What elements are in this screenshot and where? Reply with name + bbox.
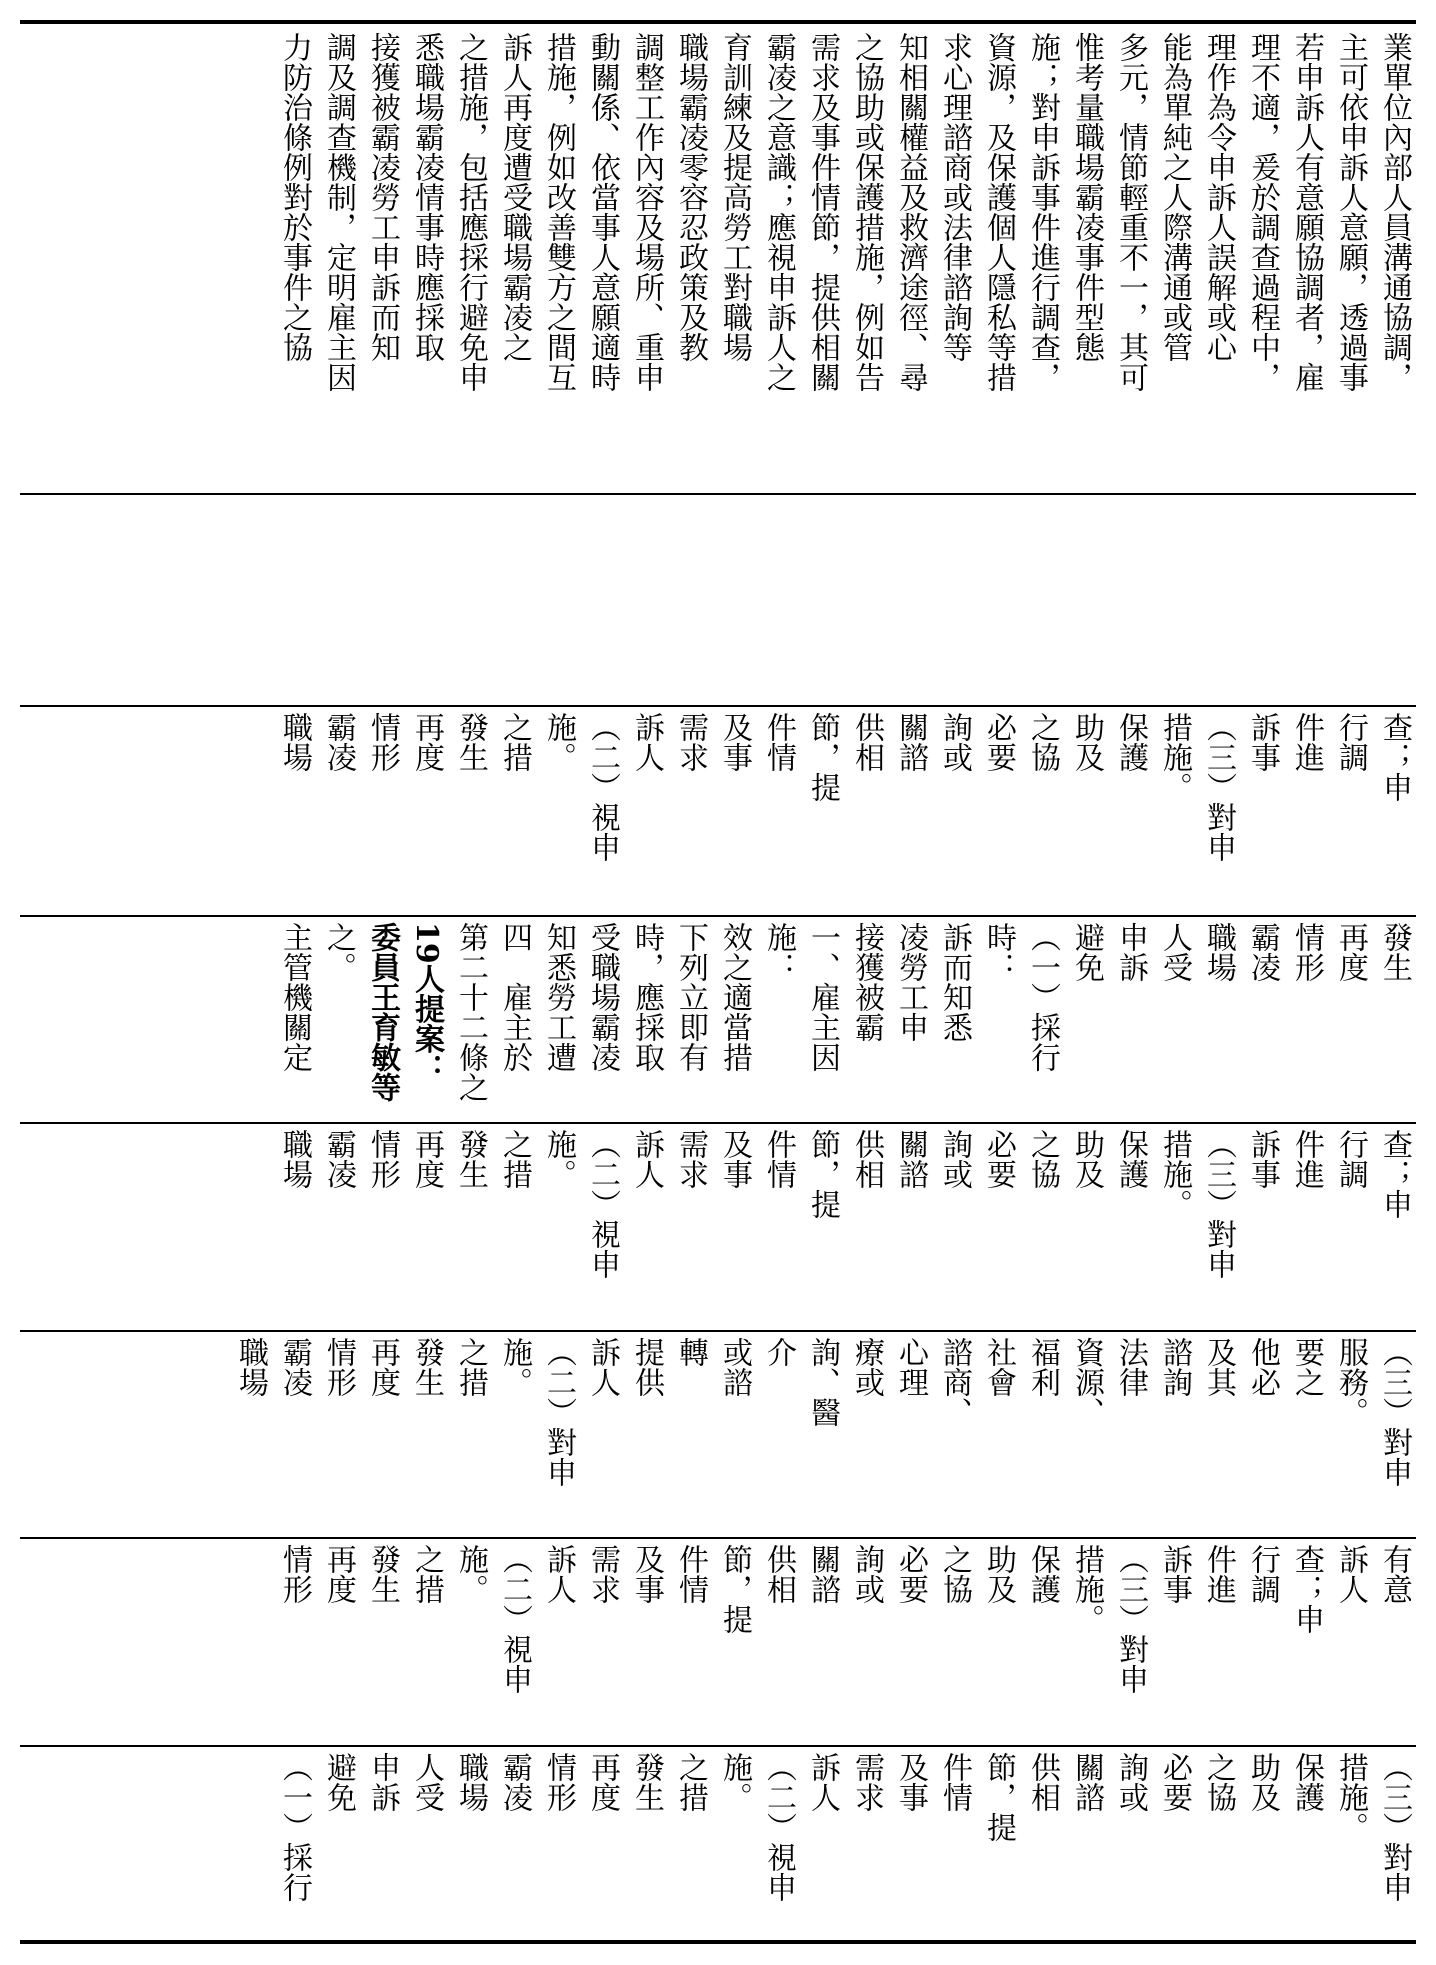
section-5-text xyxy=(20,1337,1416,1533)
section-line: 件情 xyxy=(761,1129,796,1189)
section-line: 訴而知悉 xyxy=(937,922,972,1042)
bottom-border xyxy=(20,1940,1416,1944)
section-line: 必要 xyxy=(893,1544,928,1604)
section-line: 一、雇主因 xyxy=(805,922,840,1072)
row-divider-3 xyxy=(20,915,1416,917)
section-line: 供相 xyxy=(1025,1752,1060,1812)
section-line: 需求 xyxy=(849,1752,884,1812)
section-line: 件進 xyxy=(1289,712,1324,772)
section-line: 福利 xyxy=(1025,1337,1060,1397)
section-line: 知相關權益及救濟途徑、尋 xyxy=(893,32,928,392)
section-line: 詢或 xyxy=(937,1129,972,1189)
section-line: 訴人 xyxy=(629,712,664,772)
section-line: 諮商、 xyxy=(937,1337,972,1427)
section-line: 發生 xyxy=(629,1752,664,1812)
section-line: 理不適，爰於調查過程中， xyxy=(1245,32,1280,392)
section-line: 求心理諮商或法律諮詢等 xyxy=(937,32,972,362)
section-line: 四 雇主於 xyxy=(497,922,532,1072)
section-line: 措施。 xyxy=(1157,712,1192,802)
section-line: 及事 xyxy=(629,1544,664,1604)
section-line: 若申訴人有意願協調者，雇 xyxy=(1289,32,1324,392)
section-line: 接獲被霸凌勞工申訴而知 xyxy=(365,32,400,362)
section-line: （一）採行 xyxy=(1025,922,1060,1072)
section-line: 職場 xyxy=(1201,922,1236,982)
section-line: 關諮 xyxy=(893,712,928,772)
row-divider-5 xyxy=(20,1330,1416,1332)
section-line: 節，提 xyxy=(805,712,840,802)
section-line: 助及 xyxy=(1245,1752,1280,1812)
section-3-text xyxy=(20,922,1416,1118)
section-line: 行調 xyxy=(1333,712,1368,772)
section-line: 助及 xyxy=(1069,1129,1104,1189)
section-7-text xyxy=(20,1752,1416,1935)
section-line: 業單位內部人員溝通協調， xyxy=(1377,32,1412,392)
section-line: 接獲被霸 xyxy=(849,922,884,1042)
section-line: 關諮 xyxy=(893,1129,928,1189)
section-line: 行調 xyxy=(1245,1544,1280,1604)
section-line: 凌勞工申 xyxy=(893,922,928,1042)
section-line: 行調 xyxy=(1333,1129,1368,1189)
section-line: 節，提 xyxy=(805,1129,840,1219)
section-line: 要之 xyxy=(1289,1337,1324,1397)
section-line: 發生 xyxy=(409,1337,444,1397)
section-line: 節，提 xyxy=(717,1544,752,1634)
row-divider-4 xyxy=(20,1122,1416,1124)
section-line: （三）對申 xyxy=(1201,1129,1236,1279)
section-line: 霸凌 xyxy=(497,1752,532,1812)
section-line: 訴人 xyxy=(1333,1544,1368,1604)
section-line: 之協助或保護措施，例如告 xyxy=(849,32,884,392)
section-line: 查；申 xyxy=(1377,712,1412,802)
section-line: 件情 xyxy=(937,1752,972,1812)
section-line: 保護 xyxy=(1113,1129,1148,1189)
section-line: 資源、 xyxy=(1069,1337,1104,1427)
section-line: （二）視申 xyxy=(585,1129,620,1279)
section-line: （二）視申 xyxy=(761,1752,796,1902)
section-line: 霸凌 xyxy=(321,1129,356,1189)
section-line: 施： xyxy=(761,922,796,982)
section-line: 育訓練及提高勞工對職場 xyxy=(717,32,752,362)
section-line: 之措施，包括應採行避免申 xyxy=(453,32,488,392)
section-line: 多元，情節輕重不一，其可 xyxy=(1113,32,1148,392)
section-line: （一）採行 xyxy=(277,1752,312,1902)
section-line: 措施。 xyxy=(1157,1129,1192,1219)
section-line: 情形 xyxy=(1289,922,1324,982)
section-line: 之。 xyxy=(321,922,356,982)
section-line: 情形 xyxy=(277,1544,312,1604)
section-line: 再度 xyxy=(321,1544,356,1604)
section-line: 需求及事件情節，提供相關 xyxy=(805,32,840,392)
section-line: （二）視申 xyxy=(585,712,620,862)
section-line: 詢或 xyxy=(1113,1752,1148,1812)
section-line: 霸凌 xyxy=(277,1337,312,1397)
section-line: 供相 xyxy=(849,1129,884,1189)
section-line: 措施，例如改善雙方之間互 xyxy=(541,32,576,392)
section-line: 職場 xyxy=(277,1129,312,1189)
section-4-text xyxy=(20,1129,1416,1325)
section-line: 助及 xyxy=(1069,712,1104,772)
section-line: 情形 xyxy=(365,712,400,772)
section-line: 訴人 xyxy=(585,1337,620,1397)
section-line: 惟考量職場霸凌事件型態 xyxy=(1069,32,1104,362)
row-divider-6 xyxy=(20,1537,1416,1539)
section-line: 調及調查機制，定明雇主因 xyxy=(321,32,356,392)
section-line: 社會 xyxy=(981,1337,1016,1397)
section-line: 介 xyxy=(761,1337,796,1367)
section-6-text xyxy=(20,1544,1416,1740)
row-divider-7 xyxy=(20,1745,1416,1747)
section-line: 諮詢 xyxy=(1157,1337,1192,1397)
section-line: 情形 xyxy=(321,1337,356,1397)
section-line: 供相 xyxy=(849,712,884,772)
section-line: 能為單純之人際溝通或管 xyxy=(1157,32,1192,362)
section-line: 療或 xyxy=(849,1337,884,1397)
section-line: 保護 xyxy=(1025,1544,1060,1604)
section-line: 之措 xyxy=(453,1337,488,1397)
section-line: 或諮 xyxy=(717,1337,752,1397)
section-line: 施。 xyxy=(717,1752,752,1812)
section-line: 情形 xyxy=(541,1752,576,1812)
section-line: 詢或 xyxy=(849,1544,884,1604)
section-line: 發生 xyxy=(365,1544,400,1604)
section-line: 心理 xyxy=(893,1337,928,1397)
section-line: 發生 xyxy=(1377,922,1412,982)
section-1-text xyxy=(20,32,1416,482)
section-line: 受職場霸凌 xyxy=(585,922,620,1072)
section-line: 及事 xyxy=(717,712,752,772)
section-line: 之協 xyxy=(1201,1752,1236,1812)
section-line: 之措 xyxy=(409,1544,444,1604)
section-line: 之措 xyxy=(673,1752,708,1812)
section-line: 悉職場霸凌情事時應採取 xyxy=(409,32,444,362)
section-line: 需求 xyxy=(585,1544,620,1604)
section-line: 第二十二條之 xyxy=(453,922,488,1102)
section-line: 施。 xyxy=(541,712,576,772)
section-line: 需求 xyxy=(673,712,708,772)
section-line: （三）對申 xyxy=(1201,712,1236,862)
section-line: 施；對申訴事件進行調查， xyxy=(1025,32,1060,392)
section-line: 發生 xyxy=(453,1129,488,1189)
section-line: 訴事 xyxy=(1245,1129,1280,1189)
section-line: 發生 xyxy=(453,712,488,772)
section-line: 措施。 xyxy=(1069,1544,1104,1634)
section-line: 時： xyxy=(981,922,1016,982)
section-line: 保護 xyxy=(1289,1752,1324,1812)
section-line: 知悉勞工遭 xyxy=(541,922,576,1072)
section-line: 關諮 xyxy=(1069,1752,1104,1812)
section-line: 訴人再度遭受職場霸凌之 xyxy=(497,32,532,362)
section-line: 節，提 xyxy=(981,1752,1016,1842)
section-line: 必要 xyxy=(1157,1752,1192,1812)
section-2-text xyxy=(20,712,1416,910)
section-line: 之協 xyxy=(1025,1129,1060,1189)
section-line: 之措 xyxy=(497,1129,532,1189)
section-line: （二）對申 xyxy=(541,1337,576,1487)
section-line: 效之適當措 xyxy=(717,922,752,1072)
section-line: 力防治條例對於事件之協 xyxy=(277,32,312,362)
section-line: 職場霸凌零容忍政策及教 xyxy=(673,32,708,362)
section-line: 申訴 xyxy=(1113,922,1148,982)
section-line: （二）視申 xyxy=(497,1544,532,1694)
section-line: （三）對申 xyxy=(1113,1544,1148,1694)
section-line: 及其 xyxy=(1201,1337,1236,1397)
section-line: 件情 xyxy=(761,712,796,772)
section-line: 施。 xyxy=(497,1337,532,1397)
section-line: 法律 xyxy=(1113,1337,1148,1397)
section-line: 動關係、依當事人意願適時 xyxy=(585,32,620,392)
section-line: 服務。 xyxy=(1333,1337,1368,1427)
section-line: 人受 xyxy=(409,1752,444,1812)
section-line: 避免 xyxy=(1069,922,1104,982)
section-line: 訴人 xyxy=(541,1544,576,1604)
section-line: （三）對申 xyxy=(1377,1337,1412,1487)
proposer-count: 19人提案： xyxy=(409,922,444,1084)
section-line: 之協 xyxy=(1025,712,1060,772)
section-line: 必要 xyxy=(981,1129,1016,1189)
section-line: 申訴 xyxy=(365,1752,400,1812)
top-border xyxy=(20,20,1416,24)
section-line: 職場 xyxy=(453,1752,488,1812)
section-line: 再度 xyxy=(409,1129,444,1189)
section-line: 查；申 xyxy=(1377,1129,1412,1219)
section-line: 施。 xyxy=(541,1129,576,1189)
section-line: 主可依申訴人意願，透過事 xyxy=(1333,32,1368,392)
section-line: 訴事 xyxy=(1157,1544,1192,1604)
section-line: 霸凌 xyxy=(1245,922,1280,982)
section-line: 詢或 xyxy=(937,712,972,772)
section-line: （三）對申 xyxy=(1377,1752,1412,1902)
section-line: 霸凌之意識；應視申訴人之 xyxy=(761,32,796,392)
section-line: 避免 xyxy=(321,1752,356,1812)
section-line: 訴事 xyxy=(1245,712,1280,772)
section-line: 轉 xyxy=(673,1337,708,1367)
section-line: 查；申 xyxy=(1289,1544,1324,1634)
section-line: 詢、醫 xyxy=(805,1337,840,1427)
section-line: 及事 xyxy=(893,1752,928,1812)
section-line: 調整工作內容及場所、重申 xyxy=(629,32,664,392)
section-line: 理作為令申訴人誤解或心 xyxy=(1201,32,1236,362)
section-line: 霸凌 xyxy=(321,712,356,772)
section-line: 件進 xyxy=(1201,1544,1236,1604)
section-line: 供相 xyxy=(761,1544,796,1604)
section-line: 資源，及保護個人隱私等措 xyxy=(981,32,1016,392)
section-line: 之措 xyxy=(497,712,532,772)
section-line: 再度 xyxy=(585,1752,620,1812)
row-divider-2 xyxy=(20,705,1416,707)
section-line: 訴人 xyxy=(805,1752,840,1812)
row-divider-1 xyxy=(20,493,1416,495)
section-line: 有意 xyxy=(1377,1544,1412,1604)
section-line: 時，應採取 xyxy=(629,922,664,1072)
section-line: 件情 xyxy=(673,1544,708,1604)
section-line: 情形 xyxy=(365,1129,400,1189)
section-line: 下列立即有 xyxy=(673,922,708,1072)
proposer-name: 委員王育敏等 xyxy=(365,922,400,1102)
section-line: 主管機關定 xyxy=(277,922,312,1072)
section-line: 之協 xyxy=(937,1544,972,1604)
section-line: 訴人 xyxy=(629,1129,664,1189)
section-line: 需求 xyxy=(673,1129,708,1189)
section-line: 措施。 xyxy=(1333,1752,1368,1842)
section-line: 助及 xyxy=(981,1544,1016,1604)
section-line: 施。 xyxy=(453,1544,488,1604)
section-line: 及事 xyxy=(717,1129,752,1189)
section-line: 再度 xyxy=(365,1337,400,1397)
section-line: 人受 xyxy=(1157,922,1192,982)
section-line: 他必 xyxy=(1245,1337,1280,1397)
section-line: 關諮 xyxy=(805,1544,840,1604)
section-line: 件進 xyxy=(1289,1129,1324,1189)
section-line: 再度 xyxy=(409,712,444,772)
section-line: 再度 xyxy=(1333,922,1368,982)
section-line: 職場 xyxy=(277,712,312,772)
section-line: 必要 xyxy=(981,712,1016,772)
section-line: 職場 xyxy=(233,1337,268,1397)
section-line: 保護 xyxy=(1113,712,1148,772)
section-line: 提供 xyxy=(629,1337,664,1397)
